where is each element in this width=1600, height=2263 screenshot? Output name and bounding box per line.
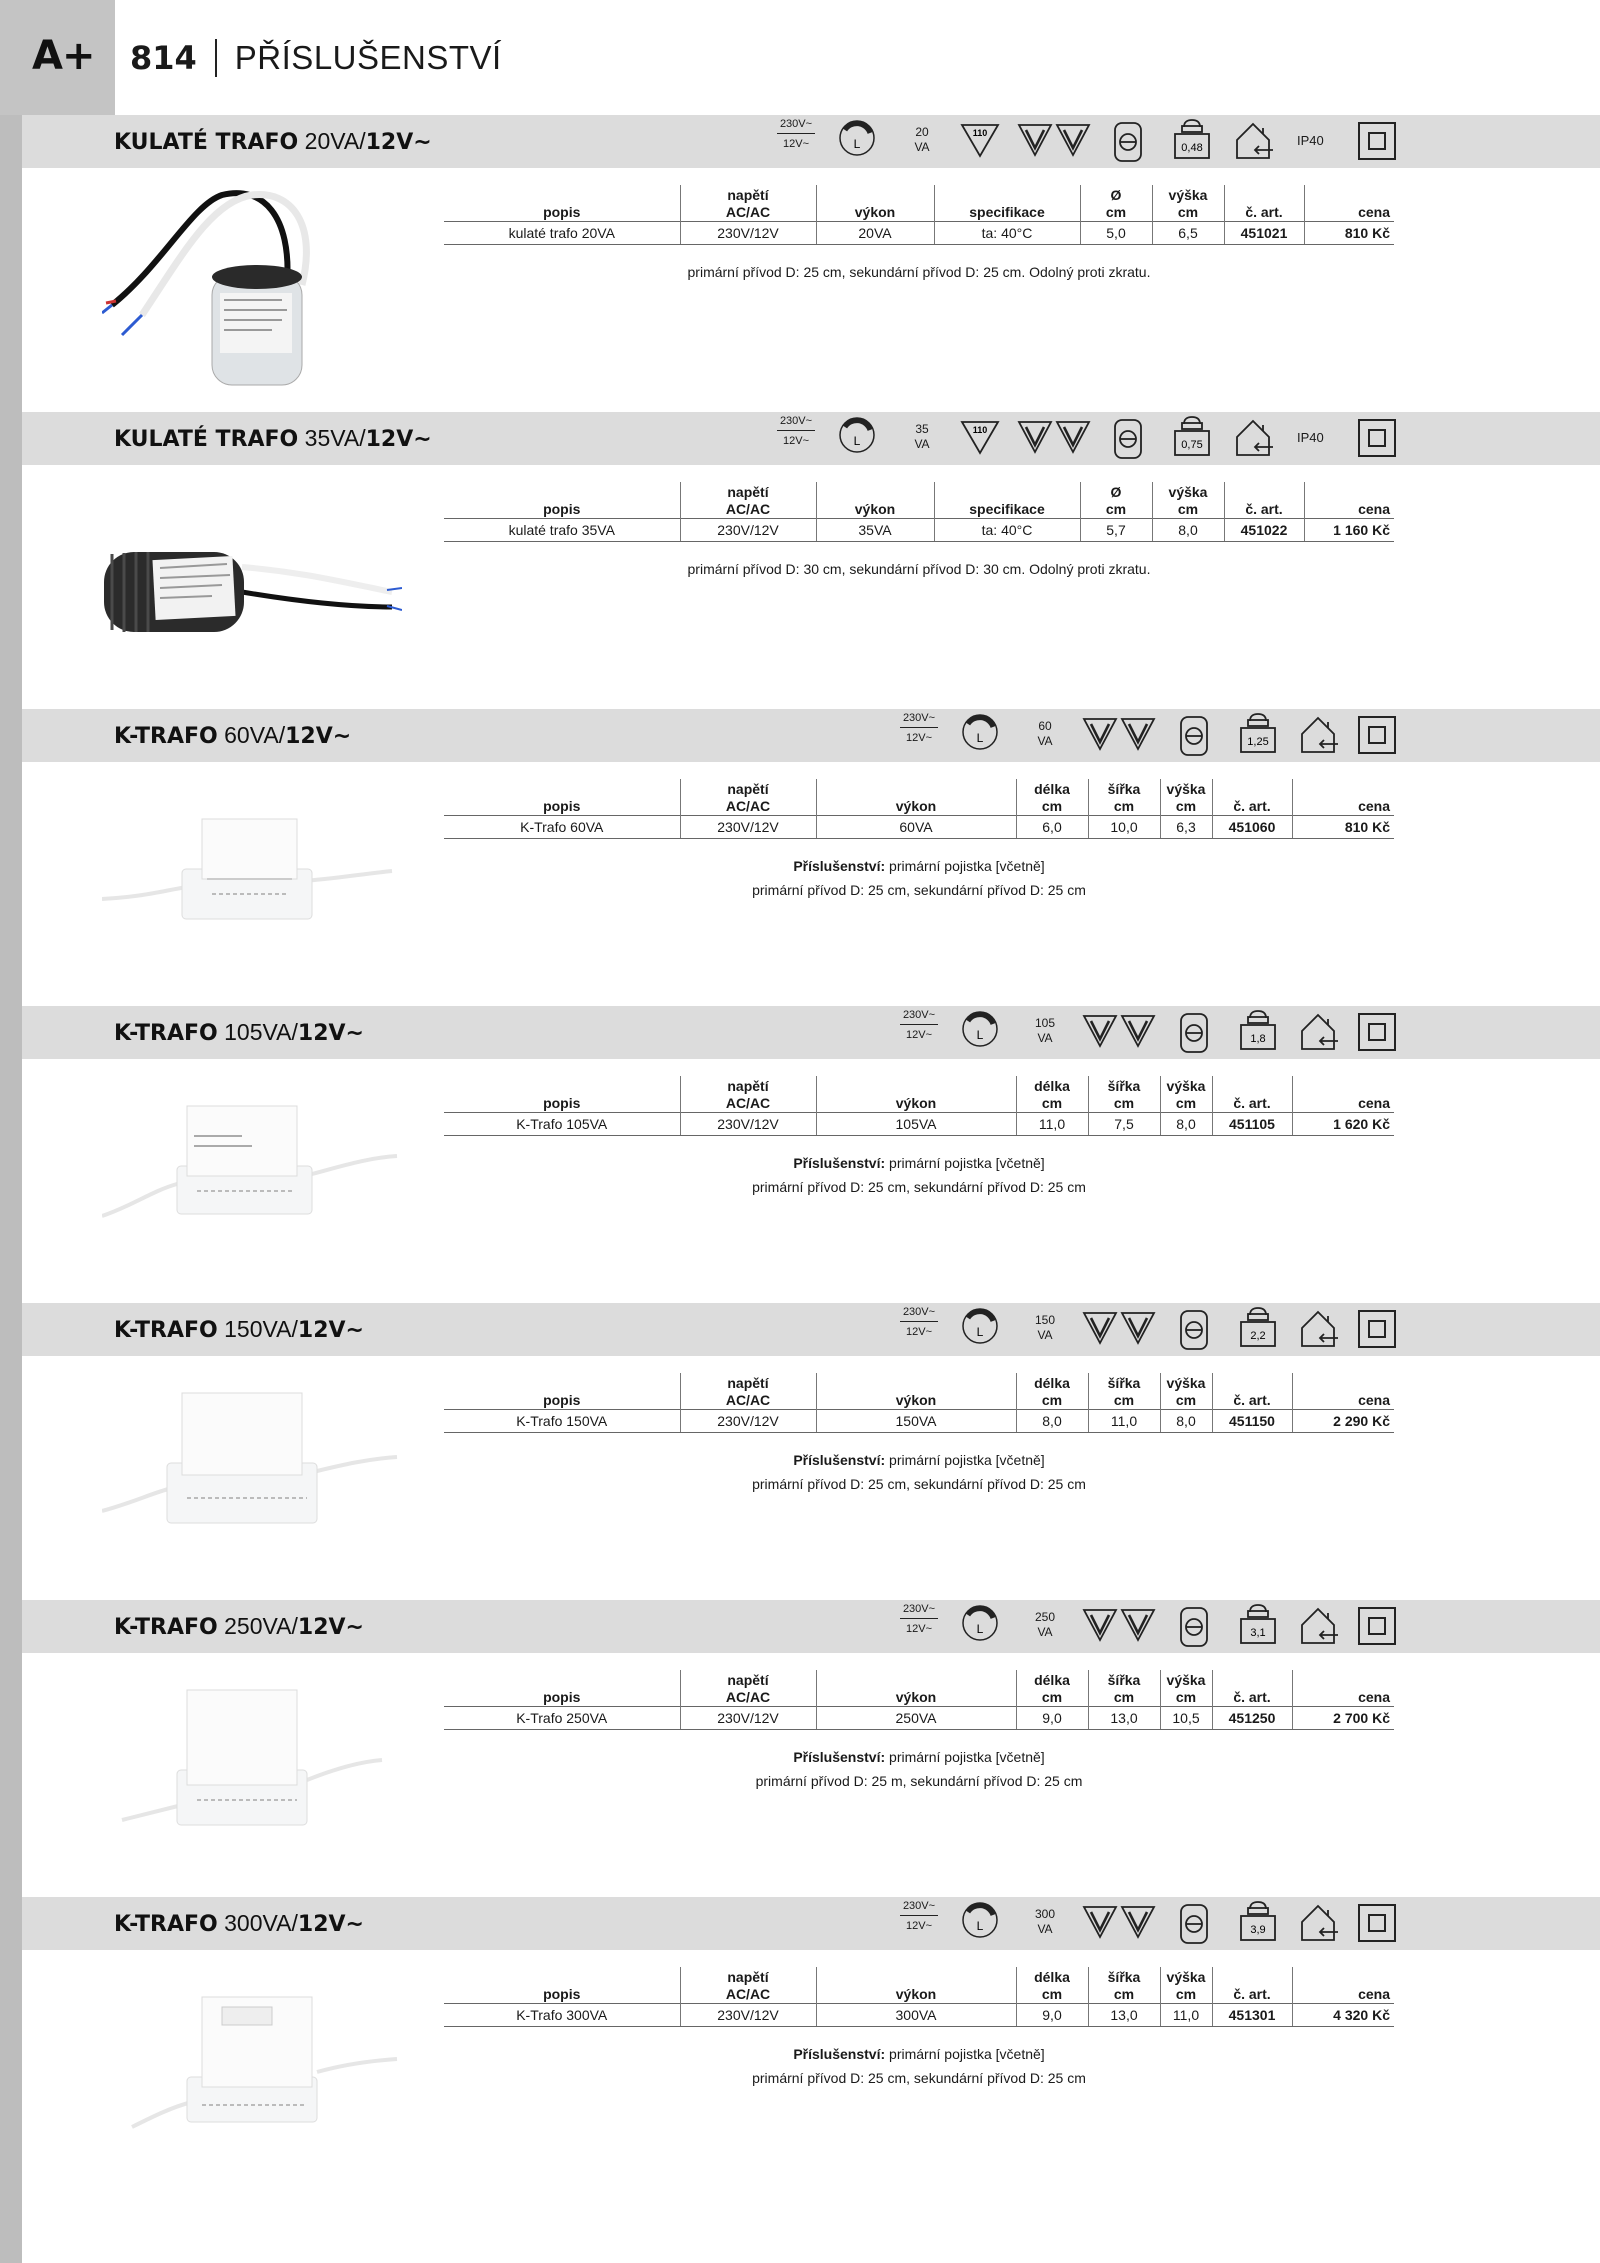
col-cena: cena	[1358, 1986, 1390, 2002]
product-table	[444, 185, 1394, 245]
product-photo-k-trafo	[102, 1957, 402, 2182]
header-divider	[215, 39, 217, 77]
col-sirka: šířka cm	[1088, 1670, 1160, 1707]
thermal-110-icon	[960, 420, 1000, 456]
double-insulation-v-icon	[1017, 420, 1091, 456]
spec-icons	[777, 412, 1397, 465]
dimmable-l-icon	[960, 1603, 1000, 1643]
product-note: primární přívod D: 25 cm, sekundární přívod D: 25 cm. Odolný proti zkratu.	[687, 264, 1151, 280]
col-diameter: Ø cm	[1080, 482, 1152, 519]
power-rating: 300 VA	[1034, 1907, 1056, 1936]
col-napeti: napětí AC/AC	[680, 1373, 816, 1410]
col-cena: cena	[1358, 798, 1390, 814]
power-rating: 20 VA	[914, 125, 930, 154]
short-circuit-icon	[1178, 715, 1210, 757]
voltage-badge: 230V~ 12V~	[777, 118, 815, 150]
col-delka: délka cm	[1016, 1670, 1088, 1707]
col-vykon: výkon	[816, 1076, 1016, 1113]
voltage-badge: 230V~ 12V~	[900, 1306, 938, 1338]
product-table	[444, 482, 1394, 542]
weight-icon	[1238, 1899, 1278, 1945]
svg-text:L: L	[976, 1919, 984, 1933]
table-header-row	[444, 779, 1394, 816]
product-note: Příslušenství: primární pojistka [včetně] primární přívod D: 25 cm, sekundární přívod D: 25 cm	[752, 858, 1086, 898]
product-table	[444, 1373, 1394, 1433]
table-row: kulaté trafo 35VA 230V/12V 35VA ta: 40°C 5,7 8,0 451022 1 160 Kč	[444, 519, 1394, 542]
table-header-row	[444, 1670, 1394, 1707]
product-section-ktrafo-150va	[22, 1303, 1600, 1600]
svg-text:3,9: 3,9	[1250, 1924, 1266, 1936]
col-napeti: napětí AC/AC	[680, 482, 816, 519]
table-row: K-Trafo 250VA 230V/12V 250VA 9,0 13,0 10,5 451250 2 700 Kč	[444, 1707, 1394, 1730]
col-cena: cena	[1358, 1689, 1390, 1705]
col-art: č. art.	[1212, 1076, 1292, 1113]
col-vyska: výška cm	[1160, 1076, 1212, 1113]
col-vykon: výkon	[816, 185, 934, 222]
dimmable-l-icon	[960, 712, 1000, 752]
short-circuit-icon	[1112, 121, 1144, 163]
indoor-house-icon	[1298, 1605, 1342, 1647]
product-photo-oval-transformer	[102, 472, 402, 697]
svg-text:3,1: 3,1	[1250, 1627, 1266, 1639]
section-title: K-TRAFO 150VA/12V~	[114, 1316, 364, 1343]
weight-icon	[1172, 117, 1212, 163]
spec-icons	[900, 709, 1520, 762]
voltage-badge: 230V~ 12V~	[900, 1603, 938, 1635]
double-insulation-v-icon	[1082, 1608, 1156, 1644]
double-insulation-v-icon	[1082, 1311, 1156, 1347]
power-rating: 60 VA	[1037, 719, 1053, 748]
col-delka: délka cm	[1016, 779, 1088, 816]
svg-text:110: 110	[972, 128, 988, 138]
table-header-row	[444, 1076, 1394, 1113]
svg-text:1,25: 1,25	[1247, 736, 1269, 748]
col-cena: cena	[1358, 1392, 1390, 1408]
product-note: Příslušenství: primární pojistka [včetně] primární přívod D: 25 cm, sekundární přívod D: 25 cm	[752, 1155, 1086, 1195]
col-art: č. art.	[1212, 779, 1292, 816]
product-section-ktrafo-60va	[22, 709, 1600, 1006]
product-note: Příslušenství: primární pojistka [včetně] primární přívod D: 25 cm, sekundární přívod D: 25 cm	[752, 2046, 1086, 2086]
section-title: K-TRAFO 300VA/12V~	[114, 1910, 364, 1937]
product-section-ktrafo-250va	[22, 1600, 1600, 1897]
weight-icon	[1238, 711, 1278, 757]
weight-icon	[1238, 1305, 1278, 1351]
indoor-house-icon	[1298, 1902, 1342, 1944]
spec-icons	[900, 1006, 1520, 1059]
col-sirka: šířka cm	[1088, 1076, 1160, 1113]
col-diameter: Ø cm	[1080, 185, 1152, 222]
indoor-house-icon	[1298, 1308, 1342, 1350]
col-popis: popis	[444, 1373, 680, 1410]
col-specifikace: specifikace	[934, 482, 1080, 519]
col-vyska: výška cm	[1152, 185, 1224, 222]
power-rating: 105 VA	[1034, 1016, 1056, 1045]
spec-icons	[900, 1303, 1520, 1356]
section-title: K-TRAFO 105VA/12V~	[114, 1019, 364, 1046]
weight-icon	[1172, 414, 1212, 460]
col-vyska: výška cm	[1160, 1967, 1212, 2004]
table-row: K-Trafo 150VA 230V/12V 150VA 8,0 11,0 8,0 451150 2 290 Kč	[444, 1410, 1394, 1433]
product-photo-k-trafo	[102, 1660, 402, 1885]
product-note: primární přívod D: 30 cm, sekundární přívod D: 30 cm. Odolný proti zkratu.	[687, 561, 1151, 577]
col-popis: popis	[444, 779, 680, 816]
col-sirka: šířka cm	[1088, 1373, 1160, 1410]
product-photo-k-trafo	[102, 1066, 402, 1291]
table-header-row	[444, 1373, 1394, 1410]
col-art: č. art.	[1212, 1670, 1292, 1707]
product-section-round-20va	[22, 115, 1600, 412]
weight-icon	[1238, 1602, 1278, 1648]
col-napeti: napětí AC/AC	[680, 185, 816, 222]
ip-rating: IP40	[1297, 133, 1324, 148]
dimmable-l-icon	[960, 1900, 1000, 1940]
col-art: č. art.	[1224, 185, 1304, 222]
product-table	[444, 1670, 1394, 1730]
col-cena: cena	[1358, 204, 1390, 220]
col-popis: popis	[444, 1967, 680, 2004]
product-section-ktrafo-300va	[22, 1897, 1600, 2194]
svg-text:L: L	[853, 137, 861, 151]
voltage-badge: 230V~ 12V~	[777, 415, 815, 447]
product-photo-k-trafo	[102, 769, 402, 994]
product-note: Příslušenství: primární pojistka [včetně] primární přívod D: 25 cm, sekundární přívod D: 25 cm	[752, 1452, 1086, 1492]
col-popis: popis	[444, 1076, 680, 1113]
col-napeti: napětí AC/AC	[680, 779, 816, 816]
section-title: K-TRAFO 60VA/12V~	[114, 722, 352, 749]
col-vyska: výška cm	[1160, 1670, 1212, 1707]
class-ii-square-icon	[1357, 1309, 1397, 1349]
class-ii-square-icon	[1357, 715, 1397, 755]
power-rating: 150 VA	[1034, 1313, 1056, 1342]
product-table	[444, 1967, 1394, 2027]
col-cena: cena	[1358, 501, 1390, 517]
product-section-ktrafo-105va	[22, 1006, 1600, 1303]
col-popis: popis	[444, 1670, 680, 1707]
indoor-house-icon	[1233, 120, 1277, 162]
svg-text:2,2: 2,2	[1250, 1330, 1266, 1342]
col-popis: popis	[444, 185, 680, 222]
product-photo-k-trafo	[102, 1363, 402, 1588]
svg-text:0,75: 0,75	[1181, 439, 1203, 451]
product-table	[444, 1076, 1394, 1136]
product-photo-round-transformer	[102, 175, 402, 400]
col-delka: délka cm	[1016, 1076, 1088, 1113]
thermal-110-icon	[960, 123, 1000, 159]
col-delka: délka cm	[1016, 1967, 1088, 2004]
table-row: kulaté trafo 20VA 230V/12V 20VA ta: 40°C 5,0 6,5 451021 810 Kč	[444, 222, 1394, 245]
voltage-badge: 230V~ 12V~	[900, 712, 938, 744]
voltage-badge: 230V~ 12V~	[900, 1009, 938, 1041]
table-header-row	[444, 1967, 1394, 2004]
page-header	[130, 36, 502, 80]
short-circuit-icon	[1112, 418, 1144, 460]
section-title: KULATÉ TRAFO 20VA/12V~	[114, 128, 432, 155]
svg-text:110: 110	[972, 425, 988, 435]
product-note: Příslušenství: primární pojistka [včetně] primární přívod D: 25 m, sekundární přívod D: 25 cm	[755, 1749, 1083, 1789]
double-insulation-v-icon	[1017, 123, 1091, 159]
col-vykon: výkon	[816, 1967, 1016, 2004]
col-sirka: šířka cm	[1088, 1967, 1160, 2004]
dimmable-l-icon	[960, 1009, 1000, 1049]
col-napeti: napětí AC/AC	[680, 1076, 816, 1113]
class-ii-square-icon	[1357, 1606, 1397, 1646]
spec-icons	[777, 115, 1397, 168]
col-napeti: napětí AC/AC	[680, 1670, 816, 1707]
product-table	[444, 779, 1394, 839]
short-circuit-icon	[1178, 1606, 1210, 1648]
col-vykon: výkon	[816, 779, 1016, 816]
col-specifikace: specifikace	[934, 185, 1080, 222]
ip-rating: IP40	[1297, 430, 1324, 445]
table-header-row	[444, 482, 1394, 519]
col-vyska: výška cm	[1160, 1373, 1212, 1410]
short-circuit-icon	[1178, 1309, 1210, 1351]
col-popis: popis	[444, 482, 680, 519]
col-art: č. art.	[1212, 1967, 1292, 2004]
section-title: KULATÉ TRAFO 35VA/12V~	[114, 425, 432, 452]
class-ii-square-icon	[1357, 1903, 1397, 1943]
double-insulation-v-icon	[1082, 1014, 1156, 1050]
voltage-badge: 230V~ 12V~	[900, 1900, 938, 1932]
double-insulation-v-icon	[1082, 717, 1156, 753]
svg-text:L: L	[976, 1325, 984, 1339]
dimmable-l-icon	[837, 415, 877, 455]
indoor-house-icon	[1298, 714, 1342, 756]
short-circuit-icon	[1178, 1012, 1210, 1054]
short-circuit-icon	[1178, 1903, 1210, 1945]
svg-text:1,8: 1,8	[1250, 1033, 1266, 1045]
col-sirka: šířka cm	[1088, 779, 1160, 816]
svg-text:0,48: 0,48	[1181, 142, 1203, 154]
indoor-house-icon	[1233, 417, 1277, 459]
dimmable-l-icon	[837, 118, 877, 158]
svg-text:L: L	[976, 1622, 984, 1636]
col-art: č. art.	[1212, 1373, 1292, 1410]
left-edge-strip	[0, 0, 22, 2263]
double-insulation-v-icon	[1082, 1905, 1156, 1941]
svg-text:L: L	[853, 434, 861, 448]
brand-logo: A+	[0, 0, 115, 115]
class-ii-square-icon	[1357, 418, 1397, 458]
col-napeti: napětí AC/AC	[680, 1967, 816, 2004]
col-vykon: výkon	[816, 1373, 1016, 1410]
table-row: K-Trafo 300VA 230V/12V 300VA 9,0 13,0 11,0 451301 4 320 Kč	[444, 2004, 1394, 2027]
col-art: č. art.	[1224, 482, 1304, 519]
indoor-house-icon	[1298, 1011, 1342, 1053]
weight-icon	[1238, 1008, 1278, 1054]
col-vyska: výška cm	[1152, 482, 1224, 519]
spec-icons	[900, 1897, 1520, 1950]
col-cena: cena	[1358, 1095, 1390, 1111]
table-row: K-Trafo 105VA 230V/12V 105VA 11,0 7,5 8,0 451105 1 620 Kč	[444, 1113, 1394, 1136]
table-row: K-Trafo 60VA 230V/12V 60VA 6,0 10,0 6,3 451060 810 Kč	[444, 816, 1394, 839]
power-rating: 250 VA	[1034, 1610, 1056, 1639]
page-number: 814	[130, 39, 197, 77]
spec-icons	[900, 1600, 1520, 1653]
col-vykon: výkon	[816, 1670, 1016, 1707]
class-ii-square-icon	[1357, 1012, 1397, 1052]
section-title: K-TRAFO 250VA/12V~	[114, 1613, 364, 1640]
col-vyska: výška cm	[1160, 779, 1212, 816]
product-section-round-35va	[22, 412, 1600, 709]
table-header-row	[444, 185, 1394, 222]
class-ii-square-icon	[1357, 121, 1397, 161]
svg-text:L: L	[976, 731, 984, 745]
page-title: PŘÍSLUŠENSTVÍ	[234, 39, 502, 76]
power-rating: 35 VA	[914, 422, 930, 451]
col-delka: délka cm	[1016, 1373, 1088, 1410]
svg-text:L: L	[976, 1028, 984, 1042]
col-vykon: výkon	[816, 482, 934, 519]
dimmable-l-icon	[960, 1306, 1000, 1346]
